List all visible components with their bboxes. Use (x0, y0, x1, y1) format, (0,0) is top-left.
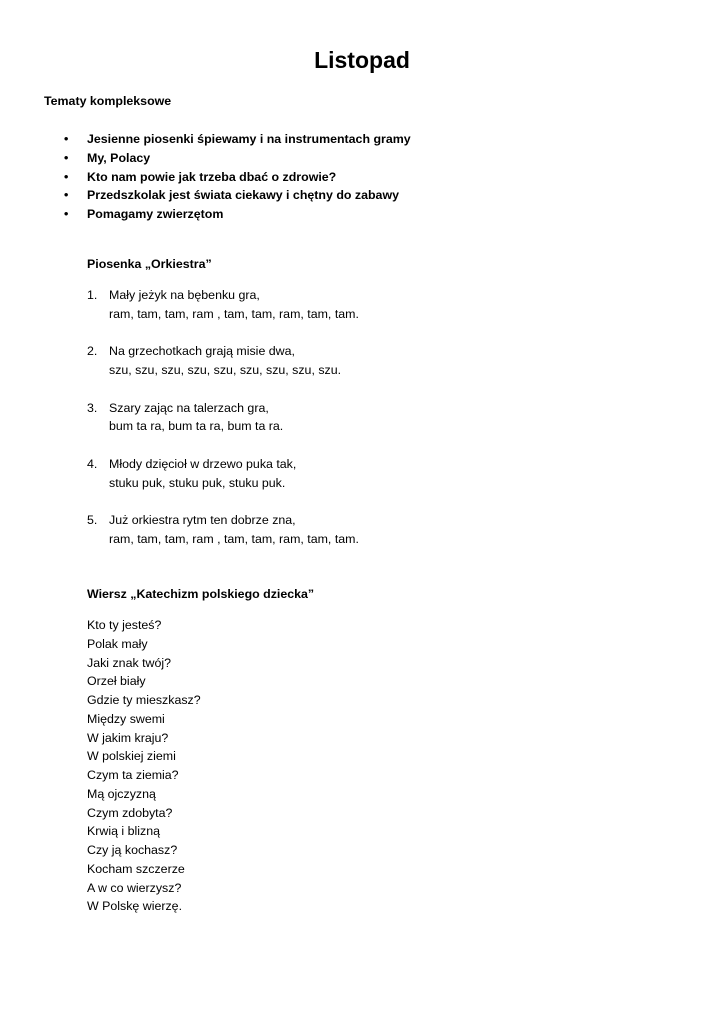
verse-refrain: szu, szu, szu, szu, szu, szu, szu, szu, szu. (109, 363, 342, 378)
verse-item (87, 342, 359, 398)
topic-item (64, 149, 411, 168)
bullet-icon: • (64, 188, 69, 203)
verse-line: Szary zając na talerzach gra, (109, 400, 269, 415)
topics-list (64, 130, 411, 224)
topic-item (64, 168, 411, 187)
verse-item (87, 511, 359, 567)
poem-line: Gdzie ty mieszkasz? (87, 693, 201, 707)
verse-item (87, 286, 359, 342)
topic-text: Kto nam powie jak trzeba dbać o zdrowie? (87, 169, 337, 184)
verse-refrain: ram, tam, tam, ram , tam, tam, ram, tam, tam. (109, 306, 359, 321)
poem-title: Wiersz „Katechizm polskiego dziecka” (87, 587, 315, 601)
bullet-icon: • (64, 207, 69, 222)
verse-line: Mały jeżyk na bębenku gra, (109, 288, 260, 302)
bullet-icon: • (64, 169, 69, 184)
verse-item (87, 455, 359, 511)
verse-refrain: ram, tam, tam, ram , tam, tam, ram, tam, tam. (109, 531, 359, 546)
poem-line: Krwią i blizną (87, 824, 160, 839)
verse-line: Na grzechotkach grają misie dwa, (109, 344, 295, 359)
topic-item (64, 130, 411, 149)
poem-line: Orzeł biały (87, 674, 146, 689)
poem-line: Jaki znak twój? (87, 655, 172, 670)
topic-text: Pomagamy zwierzętom (87, 207, 224, 222)
poem-line: W polskiej ziemi (87, 749, 176, 764)
poem-lines (87, 616, 201, 916)
bullet-icon: • (64, 150, 69, 165)
verse-number: 5. (87, 513, 98, 528)
verse-refrain: bum ta ra, bum ta ra, bum ta ra. (109, 419, 284, 434)
poem-line: Kto ty jesteś? (87, 618, 162, 632)
verse-line: Młody dzięcioł w drzewo puka tak, (109, 456, 297, 471)
page-title: Listopad (314, 47, 410, 73)
topic-text: Jesienne piosenki śpiewamy i na instrumentach gramy (87, 132, 411, 146)
verse-number: 4. (87, 456, 98, 471)
song-title: Piosenka „Orkiestra” (87, 257, 212, 271)
poem-line: Czym ta ziemia? (87, 768, 179, 782)
poem-line: Polak mały (87, 636, 148, 651)
poem-line: Czym zdobyta? (87, 805, 173, 820)
verse-item (87, 399, 359, 455)
poem-line: Czy ją kochasz? (87, 843, 178, 857)
section-heading: Tematy kompleksowe (44, 94, 172, 108)
poem-line: Kocham szczerze (87, 861, 185, 876)
bullet-icon: • (64, 132, 69, 146)
verse-number: 2. (87, 344, 98, 359)
poem-line: W Polskę wierzę. (87, 899, 183, 914)
topic-text: My, Polacy (87, 150, 151, 165)
verse-number: 1. (87, 288, 98, 302)
topic-item (64, 205, 411, 224)
poem-line: Mą ojczyzną (87, 786, 156, 801)
poem-line: A w co wierzysz? (87, 880, 182, 895)
verse-number: 3. (87, 400, 98, 415)
poem-line: W jakim kraju? (87, 730, 169, 745)
song-verses (87, 286, 359, 567)
verse-line: Już orkiestra rytm ten dobrze zna, (109, 513, 296, 528)
poem-line: Między swemi (87, 711, 165, 726)
topic-item (64, 186, 411, 205)
verse-refrain: stuku puk, stuku puk, stuku puk. (109, 475, 286, 490)
topic-text: Przedszkolak jest świata ciekawy i chętny do zabawy (87, 188, 399, 203)
